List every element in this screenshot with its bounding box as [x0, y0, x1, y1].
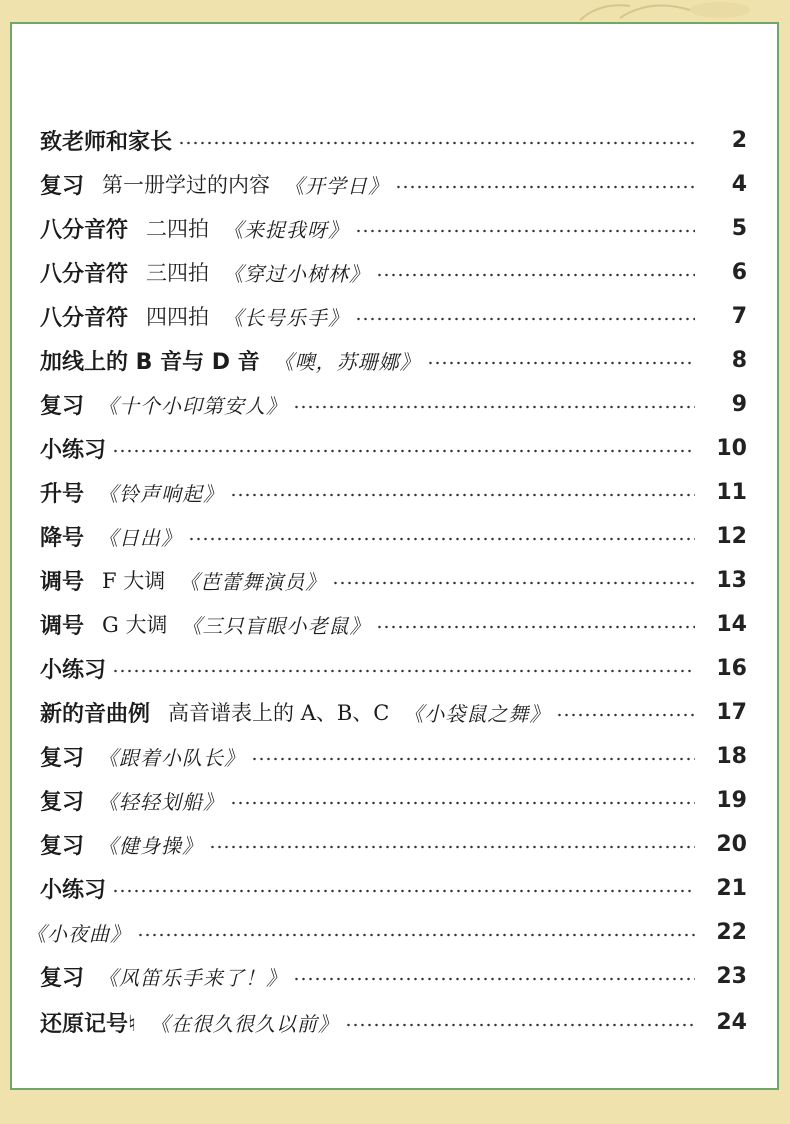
toc-row — [40, 694, 747, 730]
toc-row — [40, 826, 747, 862]
toc-page-number: 4 — [731, 171, 747, 197]
leaf-decoration-icon — [560, 0, 790, 22]
toc-entry-title: 小练习 — [40, 437, 107, 463]
toc-row — [40, 958, 747, 994]
toc-row — [40, 562, 747, 598]
toc-row — [40, 298, 747, 334]
leader-dots — [332, 581, 695, 585]
toc-page-number: 2 — [731, 127, 747, 153]
leader-dots — [355, 317, 695, 321]
leader-dots — [293, 977, 695, 981]
toc-page-number: 13 — [716, 567, 747, 593]
leader-dots — [188, 537, 695, 541]
toc-entry-title: 还原记号♮ — [40, 1011, 136, 1037]
toc-entry-song: 《十个小印第安人》 — [98, 393, 288, 418]
toc-entry-song: 《小袋鼠之舞》 — [403, 701, 551, 726]
toc-entry-title: 复习 — [40, 173, 85, 199]
toc-row — [40, 782, 747, 818]
toc-page-number: 23 — [716, 963, 747, 989]
leader-dots — [112, 669, 695, 673]
toc-page-number: 11 — [716, 479, 747, 505]
toc-row — [40, 1004, 747, 1040]
toc-row — [40, 254, 747, 290]
toc-page-number: 14 — [716, 611, 747, 637]
toc-row — [40, 650, 747, 686]
toc-entry-title: 降号 — [40, 525, 85, 551]
toc-entry-song: 《来捉我呀》 — [223, 217, 350, 242]
toc-entry-title: 升号 — [40, 481, 85, 507]
toc-page-number: 18 — [716, 743, 747, 769]
toc-entry-song: 《在很久很久以前》 — [149, 1011, 339, 1036]
toc-entry-subtitle: 四四拍 — [146, 305, 210, 329]
leader-dots — [178, 141, 695, 145]
toc-entry-title: 八分音符 — [40, 217, 129, 243]
toc-entry-song: 《穿过小树林》 — [223, 261, 371, 286]
toc-page-number: 22 — [716, 919, 747, 945]
leader-dots — [376, 625, 695, 629]
toc-entry-title: 小练习 — [40, 877, 107, 903]
toc-entry-subtitle: 二四拍 — [146, 217, 210, 241]
toc-row — [40, 210, 747, 246]
toc-entry-subtitle: 第一册学过的内容 — [102, 173, 271, 197]
toc-entry-song: 《轻轻划船》 — [98, 789, 225, 814]
toc-entry-song: 《三只盲眼小老鼠》 — [181, 613, 371, 638]
toc-row — [40, 122, 747, 158]
toc-page-number: 8 — [731, 347, 747, 373]
leader-dots — [137, 933, 695, 937]
leader-dots — [293, 405, 695, 409]
toc-entry-song: 《跟着小队长》 — [98, 745, 246, 770]
toc-entry-song: 《小夜曲》 — [26, 921, 131, 946]
toc-page-number: 6 — [731, 259, 747, 285]
toc-entry-song: 《长号乐手》 — [223, 305, 350, 330]
leader-dots — [209, 845, 695, 849]
toc-page-number: 16 — [716, 655, 747, 681]
toc-page-number: 7 — [731, 303, 747, 329]
toc-entry-title: 加线上的 B 音与 D 音 — [40, 349, 260, 375]
toc-entry-subtitle: 高音谱表上的 A、B、C — [168, 701, 390, 725]
toc-row — [40, 518, 747, 554]
leader-dots — [230, 801, 695, 805]
toc-entry-song: 《噢，苏珊娜》 — [273, 349, 421, 374]
toc-entry-song: 《开学日》 — [284, 173, 390, 198]
toc-entry-song: 《健身操》 — [98, 833, 204, 858]
toc-entry-title: 小练习 — [40, 657, 107, 683]
toc-entry-subtitle: G 大调 — [102, 613, 168, 637]
toc-entry-song: 《芭蕾舞演员》 — [179, 569, 327, 594]
toc-entry-title: 新的音曲例 — [40, 701, 151, 727]
toc-entry-title: 致老师和家长 — [40, 129, 173, 155]
toc-row — [40, 738, 747, 774]
leader-dots — [345, 1023, 695, 1027]
toc-page-number: 24 — [716, 1009, 747, 1035]
toc-row — [26, 914, 747, 950]
leader-dots — [427, 361, 695, 365]
toc-page-number: 9 — [731, 391, 747, 417]
leader-dots — [556, 713, 695, 717]
toc-entry-title: 八分音符 — [40, 305, 129, 331]
toc-page-number: 17 — [716, 699, 747, 725]
toc-entry-song: 《日出》 — [98, 525, 183, 550]
toc-entry-title: 复习 — [40, 393, 85, 419]
leader-dots — [251, 757, 695, 761]
leader-dots — [376, 273, 695, 277]
toc-row — [40, 870, 747, 906]
toc-entry-title: 调号 — [40, 613, 85, 639]
leader-dots — [395, 185, 695, 189]
toc-row — [40, 606, 747, 642]
toc-entry-title: 复习 — [40, 833, 85, 859]
toc-entry-subtitle: F 大调 — [102, 569, 166, 593]
toc-entry-title: 八分音符 — [40, 261, 129, 287]
leader-dots — [230, 493, 695, 497]
toc-row — [40, 430, 747, 466]
toc-row — [40, 386, 747, 422]
toc-page-number: 21 — [716, 875, 747, 901]
leader-dots — [355, 229, 695, 233]
toc-page-number: 5 — [731, 215, 747, 241]
toc-entry-title: 调号 — [40, 569, 85, 595]
toc-entry-song: 《风笛乐手来了！》 — [98, 965, 288, 990]
toc-entry-subtitle: 三四拍 — [146, 261, 210, 285]
leader-dots — [112, 889, 695, 893]
toc-page-number: 12 — [716, 523, 747, 549]
toc-row — [40, 166, 747, 202]
toc-page-number: 10 — [716, 435, 747, 461]
toc-page-number: 19 — [716, 787, 747, 813]
toc-entry-title: 复习 — [40, 965, 85, 991]
toc-row — [40, 474, 747, 510]
toc-entry-title: 复习 — [40, 789, 85, 815]
leader-dots — [112, 449, 695, 453]
toc-entry-title: 复习 — [40, 745, 85, 771]
toc-page — [10, 22, 779, 1090]
toc-entry-song: 《铃声响起》 — [98, 481, 225, 506]
toc-page-number: 20 — [716, 831, 747, 857]
toc-row — [40, 342, 747, 378]
